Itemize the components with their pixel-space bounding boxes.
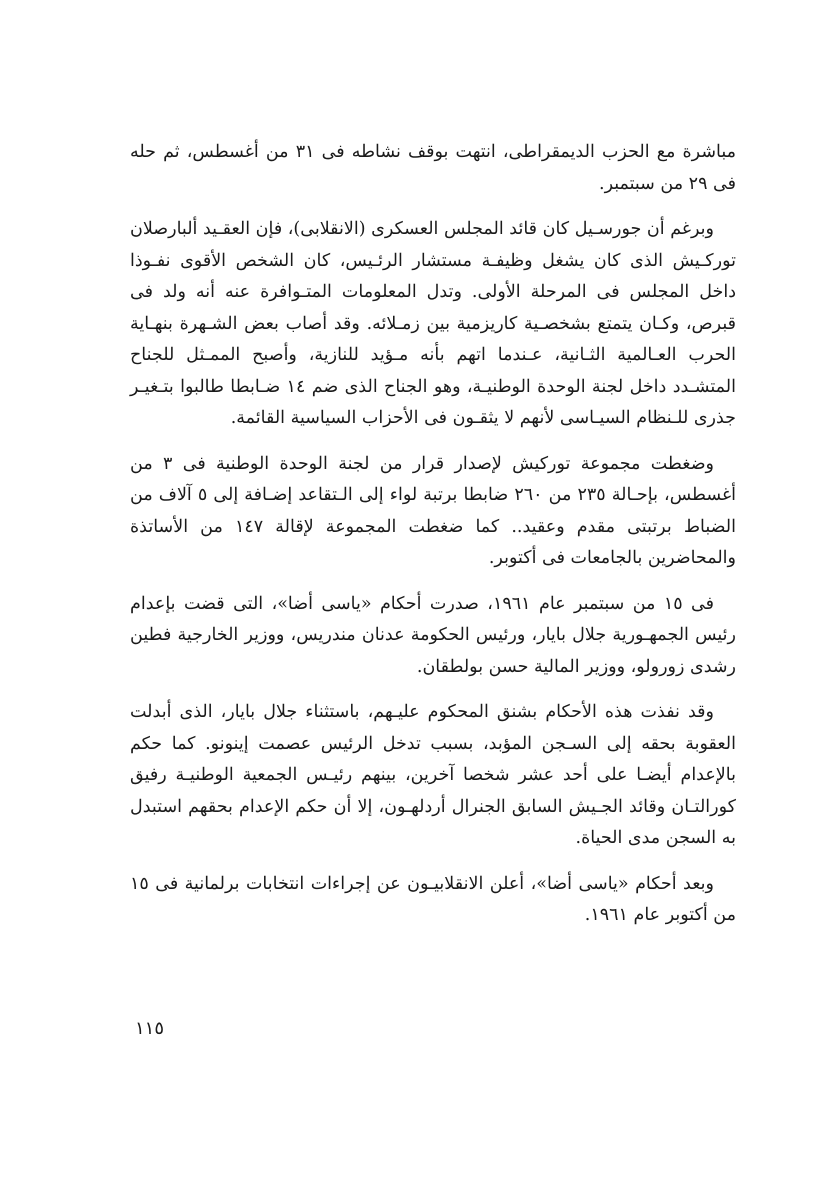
body-text: [130, 137, 736, 946]
paragraph-executions: وقد نفذت هذه الأحكام بشنق المحكوم عليـهم، باستثناء جلال بايار، الذى أبدلت العقوبة بحقه إلى السـجن المؤبد، بسبب تدخل الرئيس عصمت إينونو. كما حكم بالإعدام أيضـا على أحد عشر شخصا آخرين، بينهم رئيـس الجمعية الوطنيـة رفيق كورالتـان وقائد الجـيش السابق الجنرال أردلهـون، إلا أن حكم الإعدام بحقهم استبدل به السجن مدى الحياة.: [130, 702, 736, 848]
paragraph-elections: وبعد أحكام «ياسى أضا»، أعلن الانقلابيـون عن إجراءات انتخابات برلمانية فى ١٥ من أكتوبر عام ١٩٦١.: [130, 873, 736, 925]
paragraph-yassiada-verdicts: فى ١٥ من سبتمبر عام ١٩٦١، صدرت أحكام «ياسى أضا»، التى قضت بإعدام رئيس الجمهـورية جلال بايار، ورئيس الحكومة عدنان مندريس، ووزير الخارجية فطين رشدى زورولو، ووزير المالية حسن بولطقان.: [130, 593, 736, 677]
paragraph-turkes-role: وبرغم أن جورسـيل كان قائد المجلس العسكرى (الانقلابى)، فإن العقـيد ألبارصلان توركـيش الذى كان يشغل وظيفـة مستشار الرئـيس، كان الشخص الأقوى نفـوذا داخل المجلس فى المرحلة الأولى. وتدل المعلومات المتـوافرة عنه أنه ولد فى قبرص، وكـان يتمتع بشخصـية كاريزمية بين زمـلائه. وقد أصاب بعض الشـهرة بنهـاية الحرب العـالمية الثـانية، عـندما اتهم بأنه مـؤيد للنازية، وأصبح الممـثل للجناح المتشـدد داخل لجنة الوحدة الوطنيـة، وهو الجناح الذى ضم ١٤ ضـابطا طالبوا بتـغيـر جذرى للـنظام السيـاسى لأنهم لا يثقـون فى الأحزاب السياسية القائمة.: [130, 219, 736, 428]
paragraph-continuation: مباشرة مع الحزب الديمقراطى، انتهت بوقف نشاطه فى ٣١ من أغسطس، ثم حله فى ٢٩ من سبتمبر.: [130, 142, 736, 194]
paragraph-officer-retirement: وضغطت مجموعة توركيش لإصدار قرار من لجنة الوحدة الوطنية فى ٣ من أغسطس، بإحـالة ٢٣٥ من ٢٦٠ ضابطا برتبة لواء إلى الـتقاعد إضـافة إلى ٥ آلاف من الضباط برتبتى مقدم وعقيد.. كما ضغطت المجموعة لإقالة ١٤٧ من الأساتذة والمحاضرين بالجامعات فى أكتوبر.: [130, 453, 736, 568]
page-number: ١١٥: [135, 1018, 165, 1039]
